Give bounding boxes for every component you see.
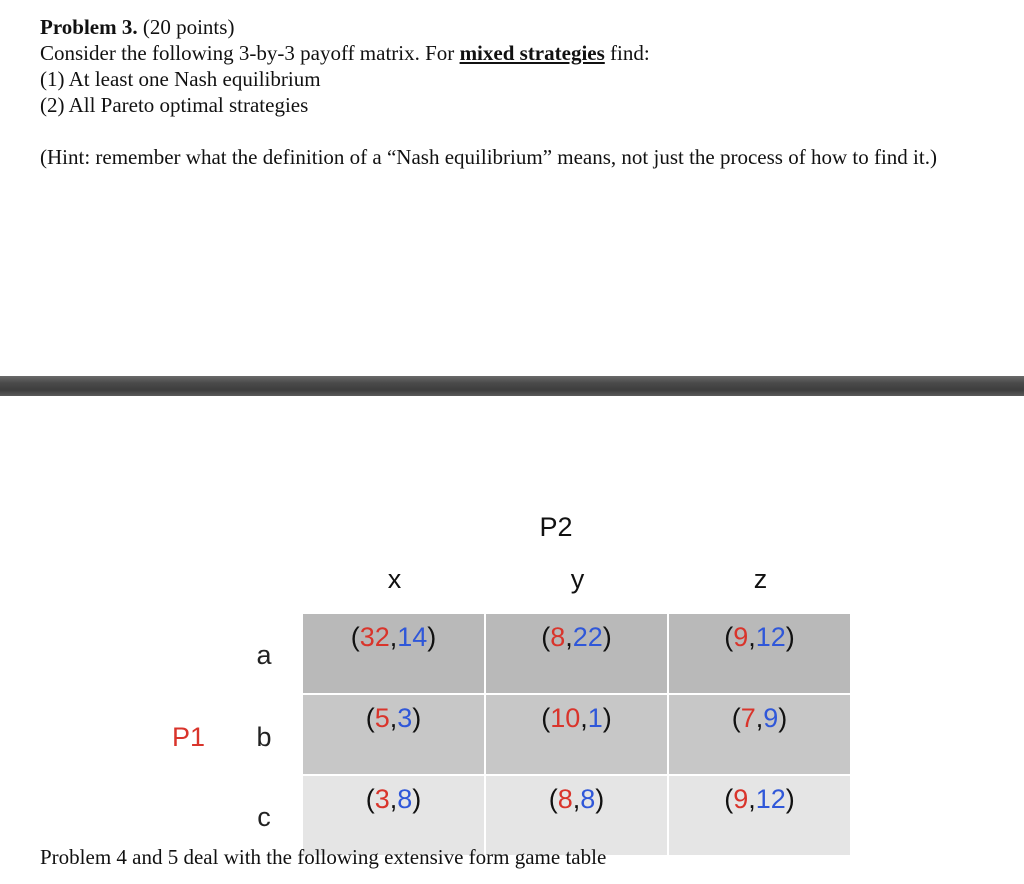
payoff-matrix <box>303 614 853 857</box>
mixed-strategies-emphasis: mixed strategies <box>459 41 605 65</box>
row-label-a: a <box>256 640 272 670</box>
payoff-cell-a-z: (9,12) <box>669 614 852 695</box>
column-label-x: x <box>387 564 402 594</box>
problem-statement <box>40 14 650 118</box>
problem-instruction: Consider the following 3-by-3 payoff matrix. For mixed strategies find: <box>40 41 650 65</box>
player1-label: P1 <box>172 722 206 752</box>
payoff-cell-b-x: (5,3) <box>303 695 486 776</box>
column-label-y: y <box>570 564 585 594</box>
payoff-cell-c-x: (3,8) <box>303 776 486 857</box>
player2-label: P2 <box>539 512 573 542</box>
problem-title: Problem 3. <box>40 15 138 39</box>
row-label-c: c <box>257 802 271 832</box>
payoff-cell-c-z: (9,12) <box>669 776 852 857</box>
task-item-1: (1) At least one Nash equilibrium <box>40 67 321 91</box>
cutoff-next-problem-text: Problem 4 and 5 deal with the following extensive form game table <box>40 845 607 869</box>
section-divider <box>0 376 1024 396</box>
column-label-z: z <box>753 564 768 594</box>
payoff-matrix-figure <box>0 396 1024 871</box>
task-item-2: (2) All Pareto optimal strategies <box>40 93 309 117</box>
payoff-cell-b-y: (10,1) <box>486 695 669 776</box>
payoff-cell-c-y: (8,8) <box>486 776 669 857</box>
payoff-cell-a-x: (32,14) <box>303 614 486 695</box>
problem-points: (20 points) <box>142 15 235 39</box>
payoff-cell-a-y: (8,22) <box>486 614 669 695</box>
row-label-b: b <box>256 722 272 752</box>
problem-heading <box>40 14 650 40</box>
payoff-cell-b-z: (7,9) <box>669 695 852 776</box>
hint-text: (Hint: remember what the definition of a “Nash equilibrium” means, not just the process of how to find it.) <box>40 145 937 169</box>
